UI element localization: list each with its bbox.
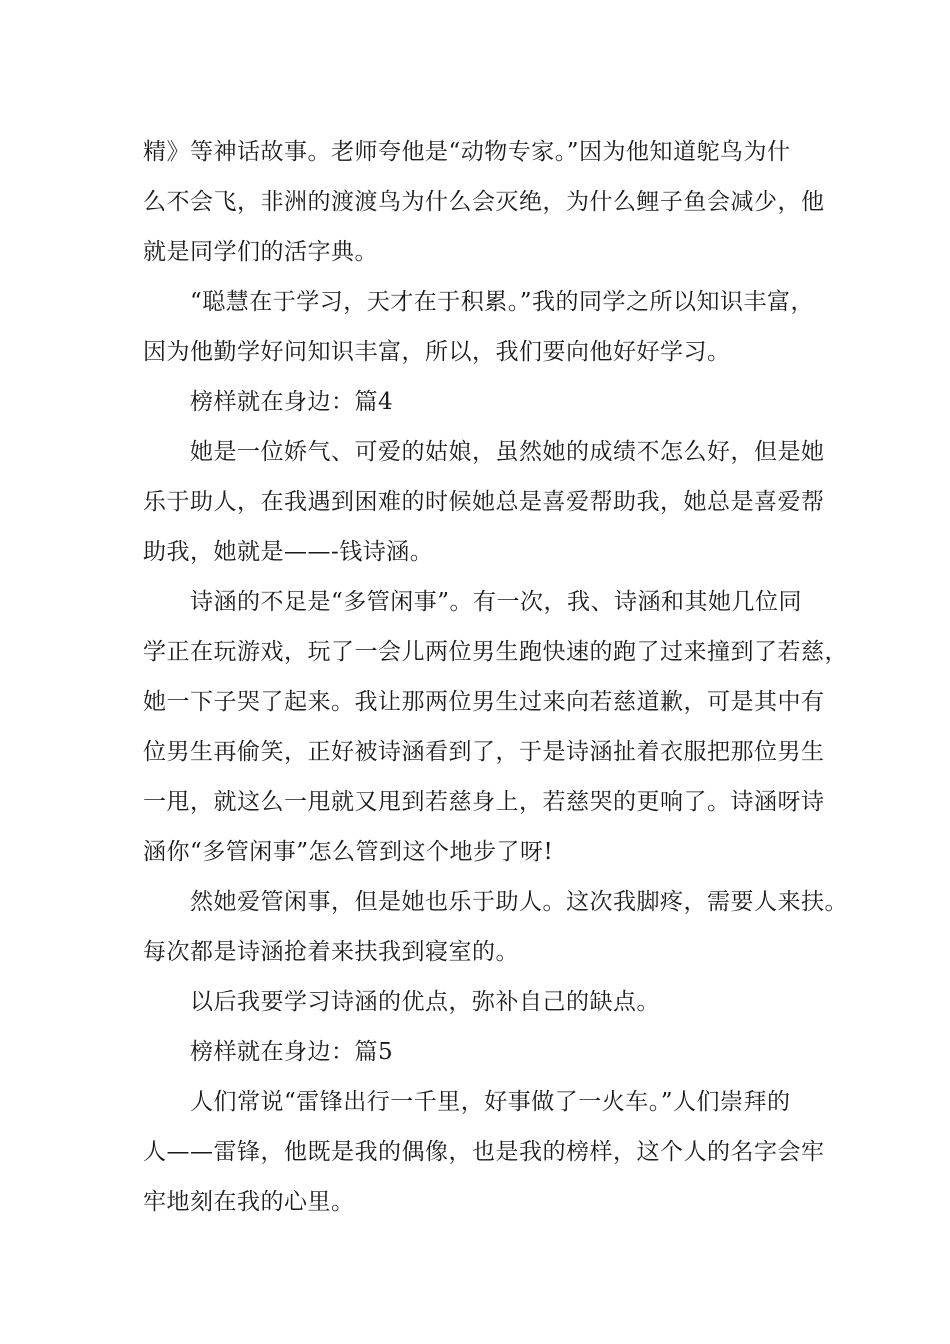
text-line: 就是同学们的活字典。 xyxy=(143,239,378,265)
paragraph-start-line: “聪慧在于学习，天才在于积累。”我的同学之所以知识丰富， xyxy=(190,289,815,315)
text-line: 她一下子哭了起来。我让那两位男生过来向若慈道歉，可是其中有 xyxy=(143,689,825,715)
text-line: 位男生再偷笑，正好被诗涵看到了，于是诗涵扯着衣服把那位男生 xyxy=(143,739,825,765)
paragraph-start-line: 她是一位娇气、可爱的姑娘，虽然她的成绩不怎么好，但是她 xyxy=(190,439,825,465)
paragraph-start-line: 然她爱管闲事，但是她也乐于助人。这次我脚疼，需要人来扶。 xyxy=(190,889,848,915)
paragraph-start-line: 人们常说“雷锋出行一千里，好事做了一火车。”人们崇拜的 xyxy=(190,1089,791,1115)
paragraph-start-line: 以后我要学习诗涵的优点，弥补自己的缺点。 xyxy=(190,989,660,1015)
text-line: 人——雷锋，他既是我的偶像，也是我的榜样，这个人的名字会牢 xyxy=(143,1139,825,1165)
text-line: 乐于助人，在我遇到困难的时候她总是喜爱帮助我，她总是喜爱帮 xyxy=(143,489,825,515)
text-line: 么不会飞，非洲的渡渡鸟为什么会灭绝，为什么鲤子鱼会减少，他 xyxy=(143,189,825,215)
section-heading: 榜样就在身边：篇4 xyxy=(190,389,394,415)
text-line: 每次都是诗涵抢着来扶我到寝室的。 xyxy=(143,939,519,965)
text-line: 涵你“多管闲事”怎么管到这个地步了呀! xyxy=(143,839,554,865)
text-line: 牢地刻在我的心里。 xyxy=(143,1189,355,1215)
text-line: 精》等神话故事。老师夸他是“动物专家。”因为他知道鸵鸟为什 xyxy=(143,139,791,165)
paragraph-start-line: 诗涵的不足是“多管闲事”。有一次，我、诗涵和其她几位同 xyxy=(190,589,803,615)
text-line: 学正在玩游戏，玩了一会儿两位男生跑快速的跑了过来撞到了若慈， xyxy=(143,639,848,665)
text-line: 助我，她就是——-钱诗涵。 xyxy=(143,539,434,565)
text-line: 一甩，就这么一甩就又甩到若慈身上，若慈哭的更响了。诗涵呀诗 xyxy=(143,789,825,815)
text-line: 因为他勤学好问知识丰富，所以，我们要向他好好学习。 xyxy=(143,339,731,365)
section-heading: 榜样就在身边：篇5 xyxy=(190,1039,394,1065)
